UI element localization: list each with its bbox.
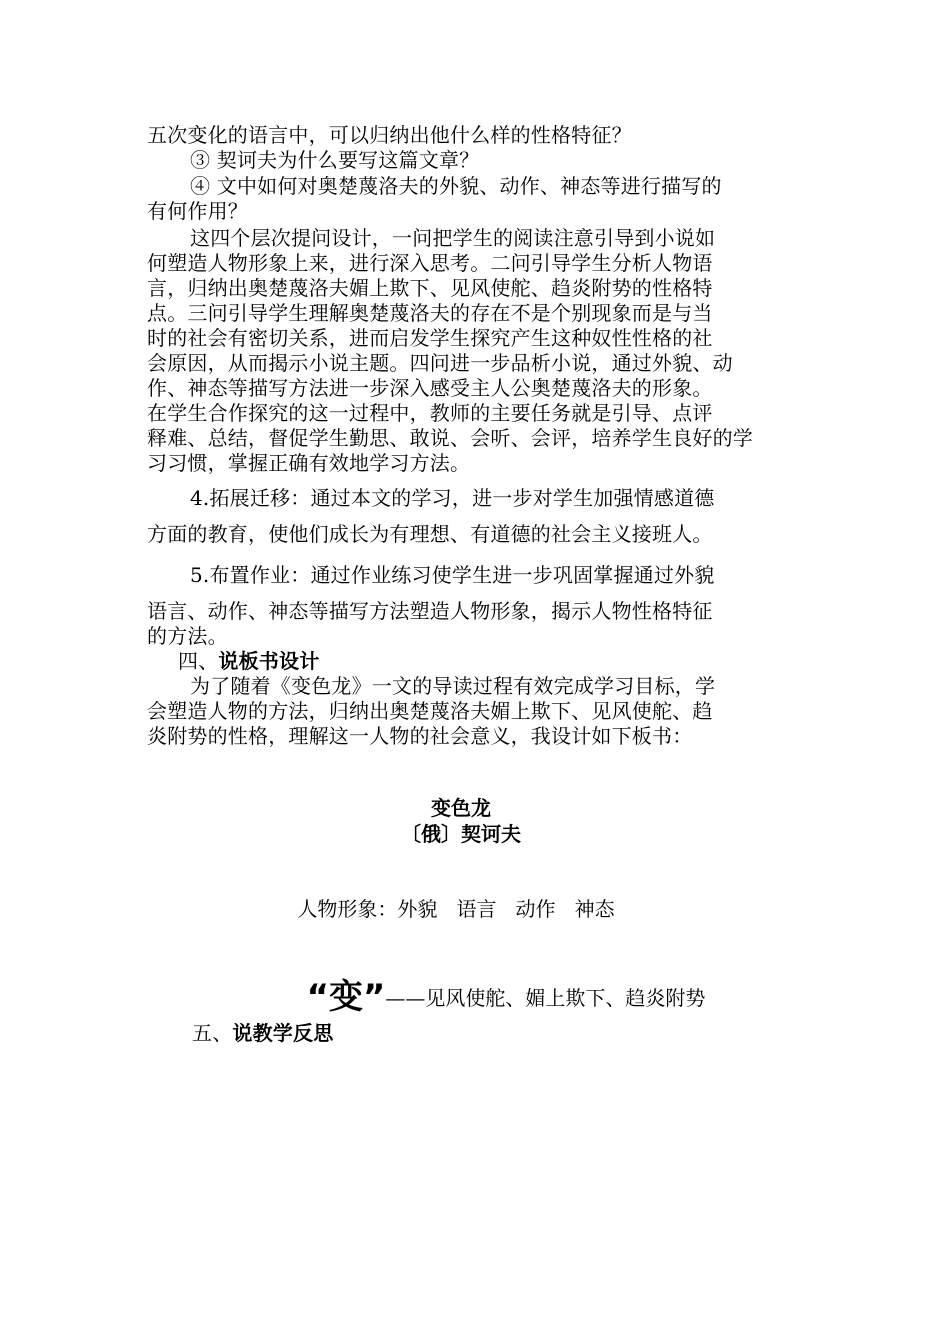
paragraph-line: 释难、总结，督促学生勤思、敢说、会听、会评，培养学生良好的学 (147, 426, 753, 450)
section-title: 说板书设计 (218, 649, 320, 673)
board-author: 〔俄〕契诃夫 (401, 822, 521, 846)
paragraph-line: 4.拓展迁移：通过本文的学习，进一步对学生加强情感道德 (190, 486, 715, 510)
section-number: 四、 (178, 649, 219, 673)
paragraph-line: 时的社会有密切关系，进而启发学生探究产生这种奴性性格的社 (147, 326, 713, 350)
paragraph-line: 炎附势的性格，理解这一人物的社会意义，我设计如下板书： (147, 724, 693, 748)
paragraph-line: 为了随着《变色龙》一文的导读过程有效完成学习目标，学 (190, 674, 716, 698)
paragraph-line: 习习惯，掌握正确有效地学习方法。 (147, 451, 471, 475)
paragraph-line: 作、神态等描写方法进一步深入感受主人公奥楚蔑洛夫的形象。 (147, 376, 713, 400)
paragraph-line: 的方法。 (147, 624, 228, 648)
board-title: 变色龙 (431, 796, 491, 820)
section-heading-4 (178, 649, 840, 673)
section-heading-5 (192, 1021, 854, 1045)
paragraph-line: 在学生合作探究的这一过程中，教师的主要任务就是引导、点评 (147, 401, 713, 425)
paragraph-line: 五次变化的语言中，可以归纳出他什么样的性格特征？ (147, 123, 632, 147)
bian-traits: ——见风使舵、媚上欺下、趋炎附势 (385, 986, 706, 1010)
paragraph-line: 这四个层次提问设计，一问把学生的阅读注意引导到小说如 (190, 226, 716, 250)
paragraph-line: 5.布置作业：通过作业练习使学生进一步巩固掌握通过外貌 (190, 563, 715, 587)
question-3: ③ 契诃夫为什么要写这篇文章？ (190, 148, 480, 172)
paragraph-line: 点。三问引导学生理解奥楚蔑洛夫的存在不是个别现象而是与当 (147, 301, 713, 325)
section-title: 说教学反思 (232, 1021, 334, 1045)
bian-character: “变” (306, 977, 386, 1017)
question-4-line: 有何作用？ (147, 199, 248, 223)
section-number: 五、 (192, 1021, 233, 1045)
paragraph-line: 会原因，从而揭示小说主题。四问进一步品析小说，通过外貌、动 (147, 351, 733, 375)
paragraph-line: 语言、动作、神态等描写方法塑造人物形象，揭示人物性格特征 (147, 599, 713, 623)
paragraph-line: 会塑造人物的方法，归纳出奥楚蔑洛夫媚上欺下、见风使舵、趋 (147, 699, 713, 723)
board-character-image: 人物形象：外貌 语言 动作 神态 (297, 897, 615, 921)
paragraph-line: 方面的教育，使他们成长为有理想、有道德的社会主义接班人。 (147, 522, 713, 546)
paragraph-line: 言，归纳出奥楚蔑洛夫媚上欺下、见风使舵、趋炎附势的性格特 (147, 276, 713, 300)
paragraph-line: 何塑造人物形象上来，进行深入思考。二问引导学生分析人物语 (147, 251, 713, 275)
board-bian-line (31, 977, 950, 1017)
question-4-line: ④ 文中如何对奥楚蔑洛夫的外貌、动作、神态等进行描写的 (190, 174, 722, 198)
